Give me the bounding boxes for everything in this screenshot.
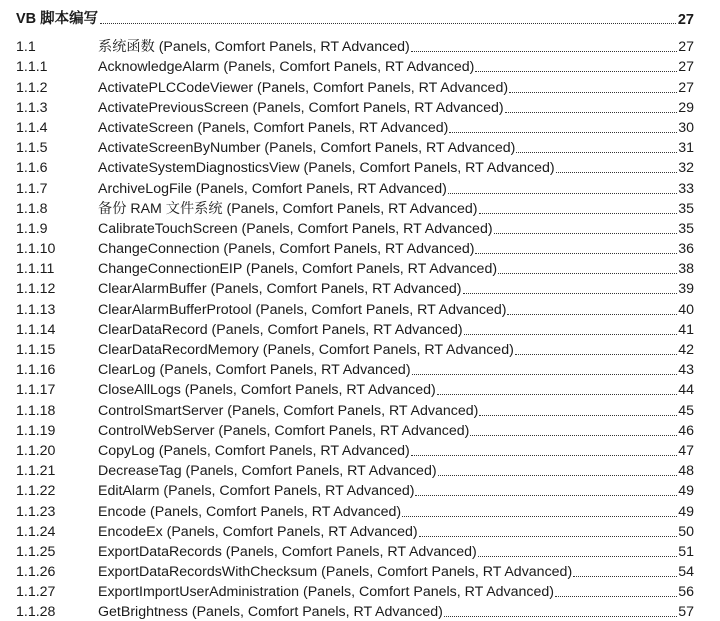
entry-page-number: 27 bbox=[678, 59, 694, 76]
entry-title: GetBrightness (Panels, Comfort Panels, RT Advanced) bbox=[98, 604, 443, 621]
entry-number: 1.1.23 bbox=[16, 503, 56, 520]
entry-page-number: 39 bbox=[678, 281, 694, 298]
entry-page-number: 57 bbox=[678, 604, 694, 621]
toc-entry[interactable] bbox=[16, 319, 694, 339]
dot-leader bbox=[402, 516, 677, 517]
entry-page-number: 46 bbox=[678, 422, 694, 439]
toc-entry[interactable] bbox=[16, 97, 694, 117]
entry-page-number: 32 bbox=[678, 160, 694, 177]
entry-number: 1.1.5 bbox=[16, 140, 48, 157]
toc-entry[interactable] bbox=[16, 379, 694, 399]
toc-entry[interactable] bbox=[16, 117, 694, 137]
entry-number: 1.1.12 bbox=[16, 281, 56, 298]
dot-leader bbox=[412, 374, 678, 375]
dot-leader bbox=[555, 596, 677, 597]
entry-page-number: 49 bbox=[678, 503, 694, 520]
dot-leader bbox=[516, 152, 677, 153]
entry-title: ExportImportUserAdministration (Panels, Comfort Panels, RT Advanced) bbox=[98, 584, 555, 601]
entry-title: ClearDataRecord (Panels, Comfort Panels, RT Advanced) bbox=[98, 321, 463, 338]
entry-number: 1.1.17 bbox=[16, 382, 56, 399]
dot-leader bbox=[509, 92, 677, 93]
entry-page-number: 30 bbox=[678, 119, 694, 136]
toc-entry[interactable] bbox=[16, 420, 694, 440]
entry-number: 1.1.3 bbox=[16, 99, 48, 116]
entry-number: 1.1.4 bbox=[16, 119, 48, 136]
entry-number: 1.1.6 bbox=[16, 160, 48, 177]
toc-entry[interactable] bbox=[16, 36, 694, 56]
entry-title: ClearAlarmBufferProtool (Panels, Comfort Panels, RT Advanced) bbox=[98, 301, 507, 318]
dot-leader bbox=[419, 536, 678, 537]
entry-title: ExportDataRecordsWithChecksum (Panels, Comfort Panels, RT Advanced) bbox=[98, 564, 573, 581]
entry-number: 1.1.15 bbox=[16, 342, 56, 358]
entry-title: 备份 RAM 文件系统 (Panels, Comfort Panels, RT Advanced) bbox=[98, 200, 478, 217]
toc-entry[interactable] bbox=[16, 460, 694, 480]
entry-title: ArchiveLogFile (Panels, Comfort Panels, RT Advanced) bbox=[98, 180, 447, 197]
toc-entry[interactable] bbox=[16, 359, 694, 379]
toc-entry[interactable] bbox=[16, 56, 694, 76]
entry-number: 1.1 bbox=[16, 39, 36, 56]
entry-page-number: 50 bbox=[678, 523, 694, 540]
entry-page-number: 33 bbox=[678, 180, 694, 197]
entry-page-number: 51 bbox=[678, 543, 694, 560]
toc-entry[interactable] bbox=[16, 339, 694, 359]
toc-entry[interactable] bbox=[16, 581, 694, 601]
dot-leader bbox=[507, 314, 677, 315]
entry-page-number: 43 bbox=[678, 362, 694, 379]
dot-leader bbox=[444, 616, 677, 617]
entry-number: 1.1.10 bbox=[16, 241, 56, 258]
entry-number: 1.1.18 bbox=[16, 402, 56, 419]
toc-entry[interactable] bbox=[16, 76, 694, 96]
entry-page-number: 36 bbox=[678, 241, 694, 258]
entry-page-number: 35 bbox=[678, 200, 694, 217]
dot-leader bbox=[478, 556, 677, 557]
dot-leader bbox=[448, 193, 677, 194]
dot-leader bbox=[464, 334, 678, 335]
entry-title: CalibrateTouchScreen (Panels, Comfort Panels, RT Advanced) bbox=[98, 220, 493, 237]
entry-title: ActivateScreenByNumber (Panels, Comfort Panels, RT Advanced) bbox=[98, 140, 516, 157]
chapter-title: VB 脚本编写 bbox=[16, 11, 99, 27]
entry-page-number: 29 bbox=[678, 99, 694, 116]
entry-number: 1.1.13 bbox=[16, 301, 56, 318]
dot-leader bbox=[556, 172, 678, 173]
toc-entry[interactable] bbox=[16, 561, 694, 581]
entry-page-number: 31 bbox=[678, 140, 694, 157]
dot-leader bbox=[498, 273, 677, 274]
toc-entry[interactable] bbox=[16, 440, 694, 460]
entry-number: 1.1.19 bbox=[16, 422, 56, 439]
entry-number: 1.1.2 bbox=[16, 79, 48, 96]
entry-title: ChangeConnectionEIP (Panels, Comfort Panels, RT Advanced) bbox=[98, 261, 498, 278]
entry-page-number: 48 bbox=[678, 463, 694, 480]
dot-leader bbox=[438, 475, 678, 476]
entry-page-number: 38 bbox=[678, 261, 694, 278]
entry-title: ControlSmartServer (Panels, Comfort Panels, RT Advanced) bbox=[98, 402, 479, 419]
toc-entry[interactable] bbox=[16, 521, 694, 541]
toc-entry[interactable] bbox=[16, 238, 694, 258]
entry-title: ActivatePreviousScreen (Panels, Comfort Panels, RT Advanced) bbox=[98, 99, 504, 116]
entry-page-number: 41 bbox=[678, 321, 694, 338]
dot-leader bbox=[505, 112, 678, 113]
entry-title: DecreaseTag (Panels, Comfort Panels, RT Advanced) bbox=[98, 463, 437, 480]
entry-number: 1.1.14 bbox=[16, 321, 56, 338]
entry-page-number: 27 bbox=[678, 39, 694, 56]
toc-entry[interactable] bbox=[16, 298, 694, 318]
entry-title: ControlWebServer (Panels, Comfort Panels, RT Advanced) bbox=[98, 422, 470, 439]
entry-number: 1.1.22 bbox=[16, 483, 56, 500]
entry-number: 1.1.11 bbox=[16, 261, 55, 278]
chapter-page-number: 27 bbox=[677, 12, 694, 28]
entry-page-number: 45 bbox=[678, 402, 694, 419]
toc-entry[interactable] bbox=[16, 258, 694, 278]
dot-leader bbox=[515, 354, 677, 355]
toc-entry-list bbox=[16, 36, 694, 621]
entry-page-number: 44 bbox=[678, 382, 694, 399]
entry-page-number: 42 bbox=[678, 342, 694, 358]
entry-number: 1.1.21 bbox=[16, 463, 56, 480]
entry-title: CopyLog (Panels, Comfort Panels, RT Advanced) bbox=[98, 442, 410, 459]
entry-page-number: 49 bbox=[678, 483, 694, 500]
entry-page-number: 54 bbox=[678, 564, 694, 581]
entry-title: Encode (Panels, Comfort Panels, RT Advanced) bbox=[98, 503, 402, 520]
entry-number: 1.1.24 bbox=[16, 523, 56, 540]
dot-leader bbox=[437, 394, 677, 395]
entry-number: 1.1.27 bbox=[16, 584, 56, 601]
entry-number: 1.1.28 bbox=[16, 604, 56, 621]
entry-title: AcknowledgeAlarm (Panels, Comfort Panels, RT Advanced) bbox=[98, 59, 475, 76]
entry-title: ActivatePLCCodeViewer (Panels, Comfort Panels, RT Advanced) bbox=[98, 79, 509, 96]
entry-number: 1.1.26 bbox=[16, 564, 56, 581]
entry-number: 1.1.25 bbox=[16, 543, 56, 560]
entry-title: ActivateScreen (Panels, Comfort Panels, RT Advanced) bbox=[98, 119, 449, 136]
entry-number: 1.1.16 bbox=[16, 362, 56, 379]
dot-leader bbox=[411, 51, 677, 52]
toc-entry[interactable] bbox=[16, 541, 694, 561]
dot-leader bbox=[475, 253, 677, 254]
toc-entry[interactable] bbox=[16, 601, 694, 621]
dot-leader bbox=[463, 293, 678, 294]
table-of-contents bbox=[16, 0, 694, 621]
toc-entry[interactable] bbox=[16, 500, 694, 520]
dot-leader bbox=[494, 233, 678, 234]
toc-entry[interactable] bbox=[16, 399, 694, 419]
dot-leader bbox=[573, 576, 677, 577]
dot-leader bbox=[479, 213, 678, 214]
entry-title: ChangeConnection (Panels, Comfort Panels, RT Advanced) bbox=[98, 241, 475, 258]
entry-title: CloseAllLogs (Panels, Comfort Panels, RT Advanced) bbox=[98, 382, 436, 399]
dot-leader bbox=[475, 71, 677, 72]
entry-title: EditAlarm (Panels, Comfort Panels, RT Advanced) bbox=[98, 483, 415, 500]
toc-chapter-heading[interactable] bbox=[16, 0, 694, 28]
entry-number: 1.1.20 bbox=[16, 442, 56, 459]
entry-title: ClearLog (Panels, Comfort Panels, RT Advanced) bbox=[98, 362, 411, 379]
toc-entry[interactable] bbox=[16, 278, 694, 298]
dot-leader bbox=[415, 495, 677, 496]
entry-page-number: 47 bbox=[678, 442, 694, 459]
toc-entry[interactable] bbox=[16, 177, 694, 197]
entry-page-number: 56 bbox=[678, 584, 694, 601]
dot-leader bbox=[449, 132, 677, 133]
dot-leader bbox=[100, 23, 676, 24]
entry-title: ClearAlarmBuffer (Panels, Comfort Panels, RT Advanced) bbox=[98, 281, 462, 298]
toc-entry[interactable] bbox=[16, 198, 694, 218]
toc-entry[interactable] bbox=[16, 157, 694, 177]
entry-number: 1.1.7 bbox=[16, 180, 48, 197]
entry-title: ClearDataRecordMemory (Panels, Comfort Panels, RT Advanced) bbox=[98, 342, 514, 358]
entry-page-number: 40 bbox=[678, 301, 694, 318]
entry-number: 1.1.8 bbox=[16, 200, 48, 217]
entry-page-number: 35 bbox=[678, 220, 694, 237]
toc-entry[interactable] bbox=[16, 480, 694, 500]
toc-entry[interactable] bbox=[16, 137, 694, 157]
dot-leader bbox=[479, 415, 677, 416]
dot-leader bbox=[470, 435, 677, 436]
entry-title: 系统函数 (Panels, Comfort Panels, RT Advanced) bbox=[98, 39, 410, 56]
entry-title: ActivateSystemDiagnosticsView (Panels, Comfort Panels, RT Advanced) bbox=[98, 160, 555, 177]
entry-title: EncodeEx (Panels, Comfort Panels, RT Advanced) bbox=[98, 523, 418, 540]
entry-number: 1.1.9 bbox=[16, 220, 48, 237]
toc-entry[interactable] bbox=[16, 218, 694, 238]
dot-leader bbox=[411, 455, 677, 456]
entry-page-number: 27 bbox=[678, 79, 694, 96]
entry-title: ExportDataRecords (Panels, Comfort Panels, RT Advanced) bbox=[98, 543, 477, 560]
entry-number: 1.1.1 bbox=[16, 59, 48, 76]
